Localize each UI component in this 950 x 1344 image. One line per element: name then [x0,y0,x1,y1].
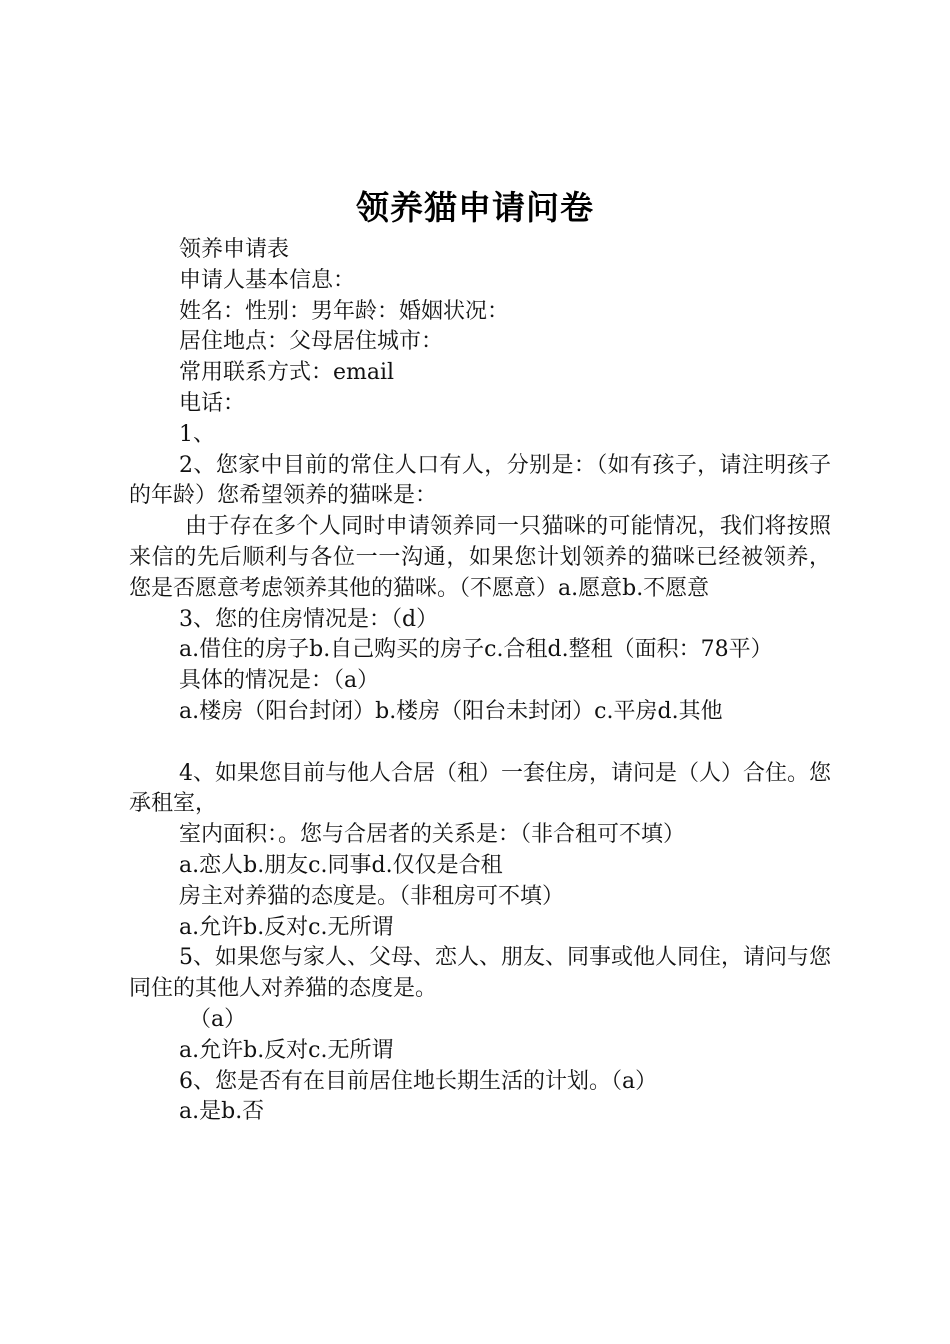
paragraph-landlord-options: a.允许b.反对c.无所谓 [179,914,394,940]
paragraph-question-2: 2、您家中目前的常住人口有人，分别是：（如有孩子，请注明孩子的年龄）您希望领养的猫咪是： [129,452,831,509]
paragraph-question-3: 3、您的住房情况是：（d） [179,606,439,632]
paragraph-question-4: 4、如果您目前与他人合居（租）一套住房，请问是（人）合住。您承租室， [129,760,831,817]
paragraph-relation-options: a.恋人b.朋友c.同事d.仅仅是合租 [179,852,503,878]
paragraph-applicant-info: 申请人基本信息： [179,267,356,293]
paragraph-housing-options: a.借住的房子b.自己购买的房子c.合租d.整租（面积：78平） [179,637,773,663]
paragraph-form-heading: 领养申请表 [179,237,290,262]
paragraph-question-6: 6、您是否有在目前居住地长期生活的计划。（a） [179,1068,658,1094]
paragraph-question-1: 1、 [179,421,215,447]
document-title: 领养猫申请问卷 [356,188,594,227]
paragraph-name-gender-age: 姓名：性别：男年龄：婚姻状况： [179,298,510,324]
blank-line [129,728,831,759]
paragraph-building-options: a.楼房（阳台封闭）b.楼房（阳台未封闭）c.平房d.其他 [179,698,723,724]
paragraph-question-5-answer: （a） [189,1006,247,1032]
paragraph-contact: 常用联系方式：email [179,360,395,386]
paragraph-long-term-options: a.是b.否 [179,1099,265,1125]
paragraph-landlord-attitude: 房主对养猫的态度是。（非租房可不填） [179,883,565,909]
paragraph-housing-detail: 具体的情况是：（a） [179,668,380,694]
paragraph-room-area: 室内面积：。您与合居者的关系是：（非合租可不填） [179,822,686,848]
paragraph-residence: 居住地点：父母居住城市： [179,329,444,355]
paragraph-adoption-notice: 由于存在多个人同时申请领养同一只猫咪的可能情况，我们将按照来信的先后顺利与各位一一沟通，如果您计划领养的猫咪已经被领养，您是否愿意考虑领养其他的猫咪。（不愿意）a.愿意b.不愿意 [129,514,831,601]
paragraph-phone: 电话： [179,390,246,416]
document-body [129,235,831,1128]
paragraph-question-5: 5、如果您与家人、父母、恋人、朋友、同事或他人同住，请问与您同住的其他人对养猫的态度是。 [129,945,831,1002]
paragraph-cohabitant-options: a.允许b.反对c.无所谓 [179,1037,394,1063]
